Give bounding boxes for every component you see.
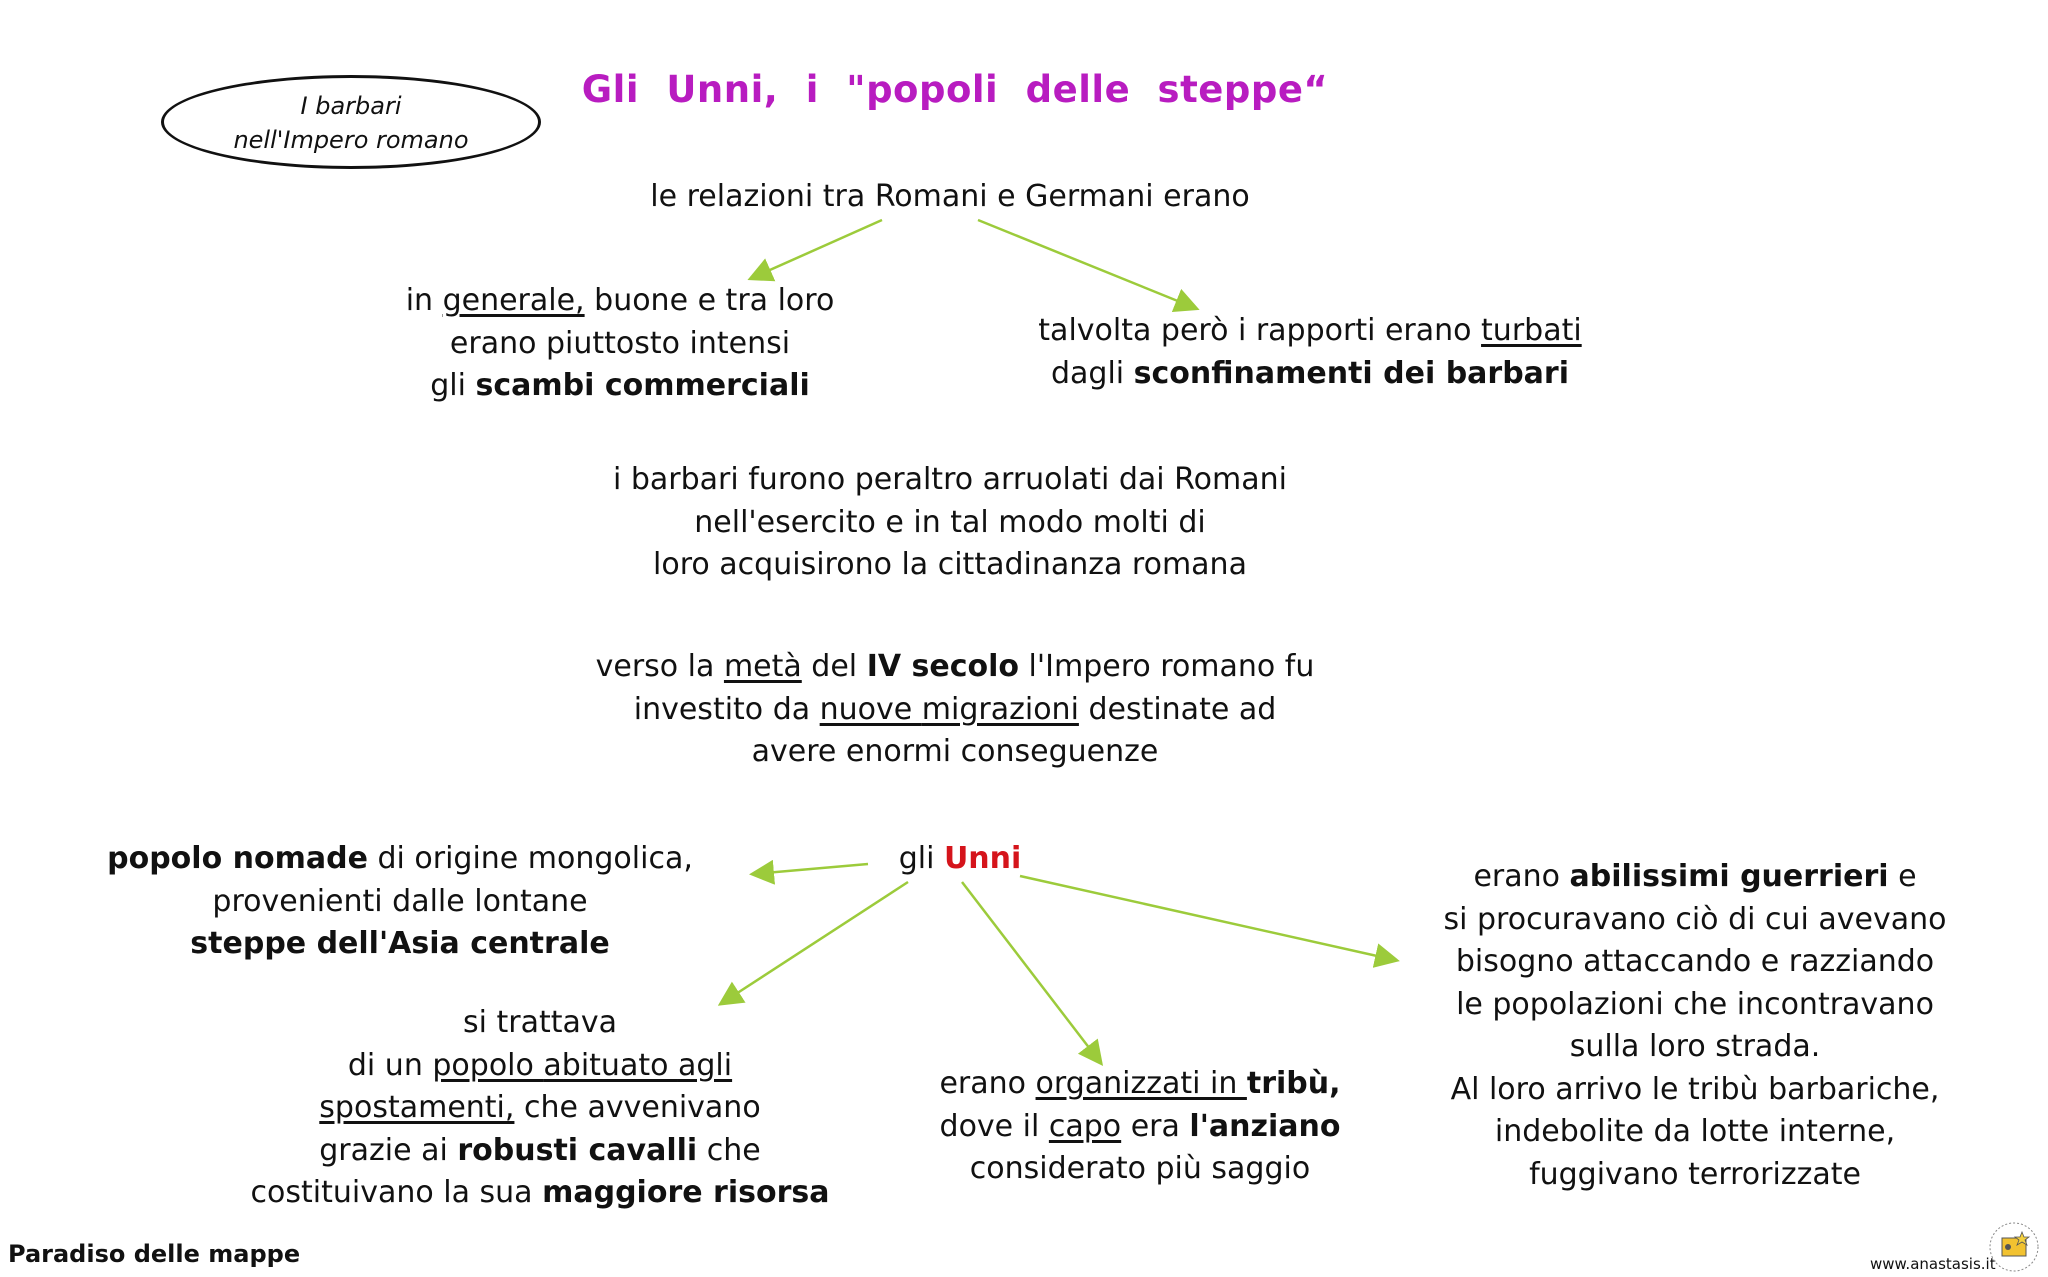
footer-brand: Paradiso delle mappe [8, 1240, 301, 1268]
arrow-unni-to-warriors [1020, 876, 1395, 960]
warriors-line-8: fuggivano terrorizzate [1529, 1156, 1861, 1192]
warriors-line-1: erano abilissimi guerrieri e [1473, 859, 1917, 894]
good-line-1: in generale, buone e tra loro [405, 283, 835, 318]
horses-line-5: costituivano la sua maggiore risorsa [250, 1175, 830, 1210]
relations-text: le relazioni tra Romani e Germani erano [650, 179, 1250, 214]
bad-line-2: dagli sconfinamenti dei barbari [1050, 355, 1570, 391]
nomad-line-2: provenienti dalle lontane [212, 883, 588, 919]
migr-line-1: verso la metà del IV secolo l'Impero romano fu [595, 649, 1315, 684]
warriors-line-3: bisogno attaccando e razziando [1455, 944, 1935, 979]
topic-badge [161, 75, 541, 169]
warriors-line-4: le popolazioni che incontravano [1456, 986, 1934, 1022]
arrow-relations-to-good [752, 220, 882, 278]
nomad-node [40, 838, 760, 966]
tribes-node [900, 1063, 1380, 1191]
bad-relations-node [960, 310, 1660, 395]
relations-node [500, 176, 1400, 219]
army-line-1: i barbari furono peraltro arruolati dai Romani [612, 462, 1287, 497]
footer-url: www.anastasis.it [1870, 1255, 1996, 1273]
horses-line-4: grazie ai robusti cavalli che [319, 1132, 761, 1168]
supermappe-logo-icon [1985, 1218, 2043, 1276]
arrow-unni-to-tribes [962, 882, 1100, 1062]
badge-line-1: I barbari [300, 92, 402, 120]
warriors-line-5: sulla loro strada. [1569, 1029, 1821, 1064]
warriors-line-6: Al loro arrivo le tribù barbariche, [1450, 1071, 1940, 1107]
good-line-2: erano piuttosto intensi [449, 325, 791, 361]
migr-line-3: avere enormi conseguenze [751, 734, 1159, 769]
horses-line-3: spostamenti, che avvenivano [319, 1090, 761, 1125]
army-line-3: loro acquisirono la cittadinanza romana [653, 547, 1247, 582]
good-line-3: gli scambi commerciali [430, 368, 810, 403]
nomad-line-3: steppe dell'Asia centrale [190, 926, 610, 961]
unni-name: Unni [943, 841, 1022, 876]
warriors-line-2: si procuravano ciò di cui avevano [1443, 901, 1947, 937]
warriors-node [1380, 856, 2010, 1196]
bad-line-1: talvolta però i rapporti erano turbati [1038, 313, 1582, 348]
tribes-line-3: considerato più saggio [969, 1151, 1311, 1186]
army-node [500, 459, 1400, 587]
unni-prefix: gli [898, 841, 944, 876]
arrow-relations-to-bad [978, 220, 1195, 308]
tribes-line-1: erano organizzati in tribù, [939, 1066, 1341, 1101]
tribes-line-2: dove il capo era l'anziano [939, 1108, 1341, 1144]
army-line-2: nell'esercito e in tal modo molti di [694, 504, 1206, 540]
horses-line-2: di un popolo abituato agli [347, 1047, 733, 1083]
warriors-line-7: indebolite da lotte interne, [1494, 1114, 1896, 1149]
good-relations-node [300, 280, 940, 408]
badge-line-2: nell'Impero romano [233, 126, 469, 154]
migrations-node [480, 646, 1430, 774]
horses-line-1: si trattava [462, 1005, 618, 1040]
page-title: Gli Unni, i "popoli delle steppe“ [581, 68, 1329, 111]
nomad-line-1: popolo nomade di origine mongolica, [107, 841, 693, 876]
migr-line-2: investito da nuove migrazioni destinate ad [633, 691, 1277, 727]
unni-node [840, 838, 1080, 881]
horses-node [190, 1002, 890, 1215]
